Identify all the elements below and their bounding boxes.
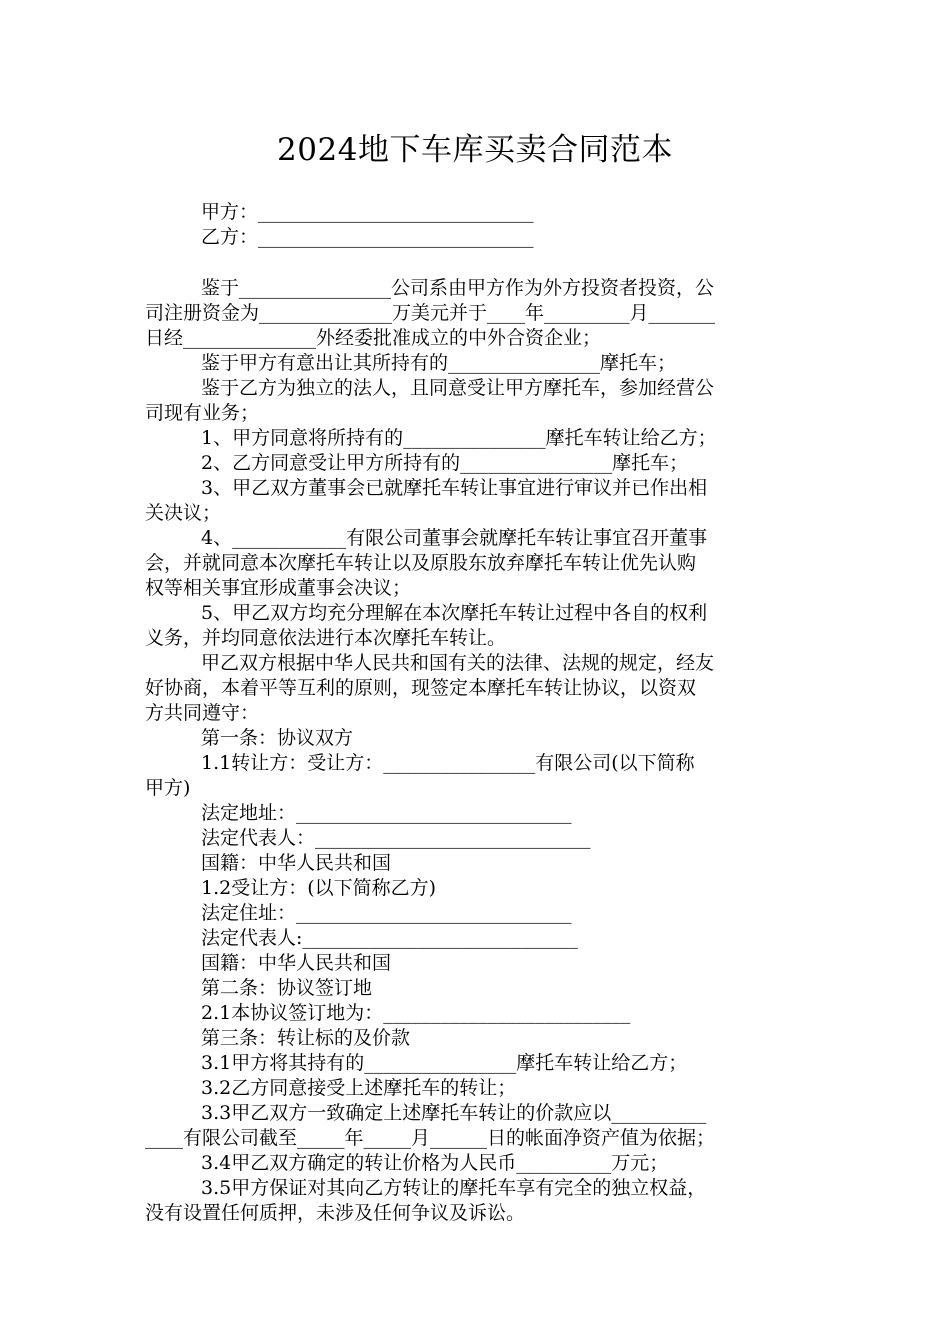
text-line: 3.3甲乙双方一致确定上述摩托车转让的价款应以__________ [201,1102,707,1124]
document-title: 2024地下车库买卖合同范本 [277,132,673,168]
text-line: 方共同遵守： [145,702,260,724]
text-line: 甲方) [145,777,191,799]
text-line: 国籍：中华人民共和国 [201,952,392,974]
text-line: 会，并就同意本次摩托车转让以及原股东放弃摩托车转让优先认购 [145,552,697,574]
text-line: 2、乙方同意受让甲方所持有的________________摩托车； [201,452,689,474]
text-line: 鉴于乙方为独立的法人，且同意受让甲方摩托车，参加经营公 [201,377,715,399]
section-heading: 第一条：协议双方 [201,727,354,749]
text-line: 3.1甲方将其持有的________________摩托车转让给乙方； [201,1052,688,1074]
text-line: 法定代表人:_____________________________ [201,927,578,949]
text-line: 2.1本协议签订地为：__________________________ [201,1002,631,1024]
text-line: ____有限公司截至_____年_____月______日的帐面净资产值为依据； [145,1127,716,1149]
text-line: 法定住址：_____________________________ [201,902,572,924]
text-line: 4、____________有限公司董事会就摩托车转让事宜召开董事 [201,527,708,549]
text-line: 3.5甲方保证对其向乙方转让的摩托车享有完全的独立权益， [201,1177,707,1199]
text-line: 司现有业务； [145,402,260,424]
text-line: 法定代表人：_____________________________ [201,827,591,849]
text-line: 鉴于甲方有意出让其所持有的________________摩托车； [201,352,677,374]
text-line: 关决议； [145,502,222,524]
text-line: 司注册资金为______________万美元并于____年_________月_______ [145,302,716,324]
text-line: 好协商，本着平等互利的原则，现签定本摩托车转让协议，以资双 [145,677,697,699]
text-line: 法定地址：_____________________________ [201,802,572,824]
party-a-line: 甲方：_____________________________ [201,201,534,223]
section-heading: 第三条：转让标的及价款 [201,1027,411,1049]
text-line: 日经______________外经委批准成立的中外合资企业； [145,327,602,349]
text-line: 3.4甲乙双方确定的转让价格为人民币__________万元； [201,1152,669,1174]
text-line: 鉴于________________公司系由甲方作为外方投资者投资，公 [201,277,715,299]
text-line: 1.2受让方：(以下简称乙方) [201,877,437,899]
text-line: 1、甲方同意将所持有的_______________摩托车转让给乙方； [201,427,717,449]
text-line: 义务，并均同意依法进行本次摩托车转让。 [145,627,507,649]
text-line: 3、甲乙双方董事会已就摩托车转让事宜进行审议并已作出相 [201,477,708,499]
text-line: 没有设置任何质押，未涉及任何争议及诉讼。 [145,1202,526,1224]
text-line: 1.1转让方：受让方：________________有限公司(以下简称 [201,752,695,774]
party-b-line: 乙方：_____________________________ [201,226,534,248]
text-line: 权等相关事宜形成董事会决议； [145,577,412,599]
text-line: 3.2乙方同意接受上述摩托车的转让； [201,1077,517,1099]
text-line: 甲乙双方根据中华人民共和国有关的法律、法规的规定，经友 [201,652,715,674]
section-heading: 第二条：协议签订地 [201,977,373,999]
text-line: 国籍：中华人民共和国 [201,852,392,874]
text-line: 5、甲乙双方均充分理解在本次摩托车转让过程中各自的权利 [201,602,708,624]
